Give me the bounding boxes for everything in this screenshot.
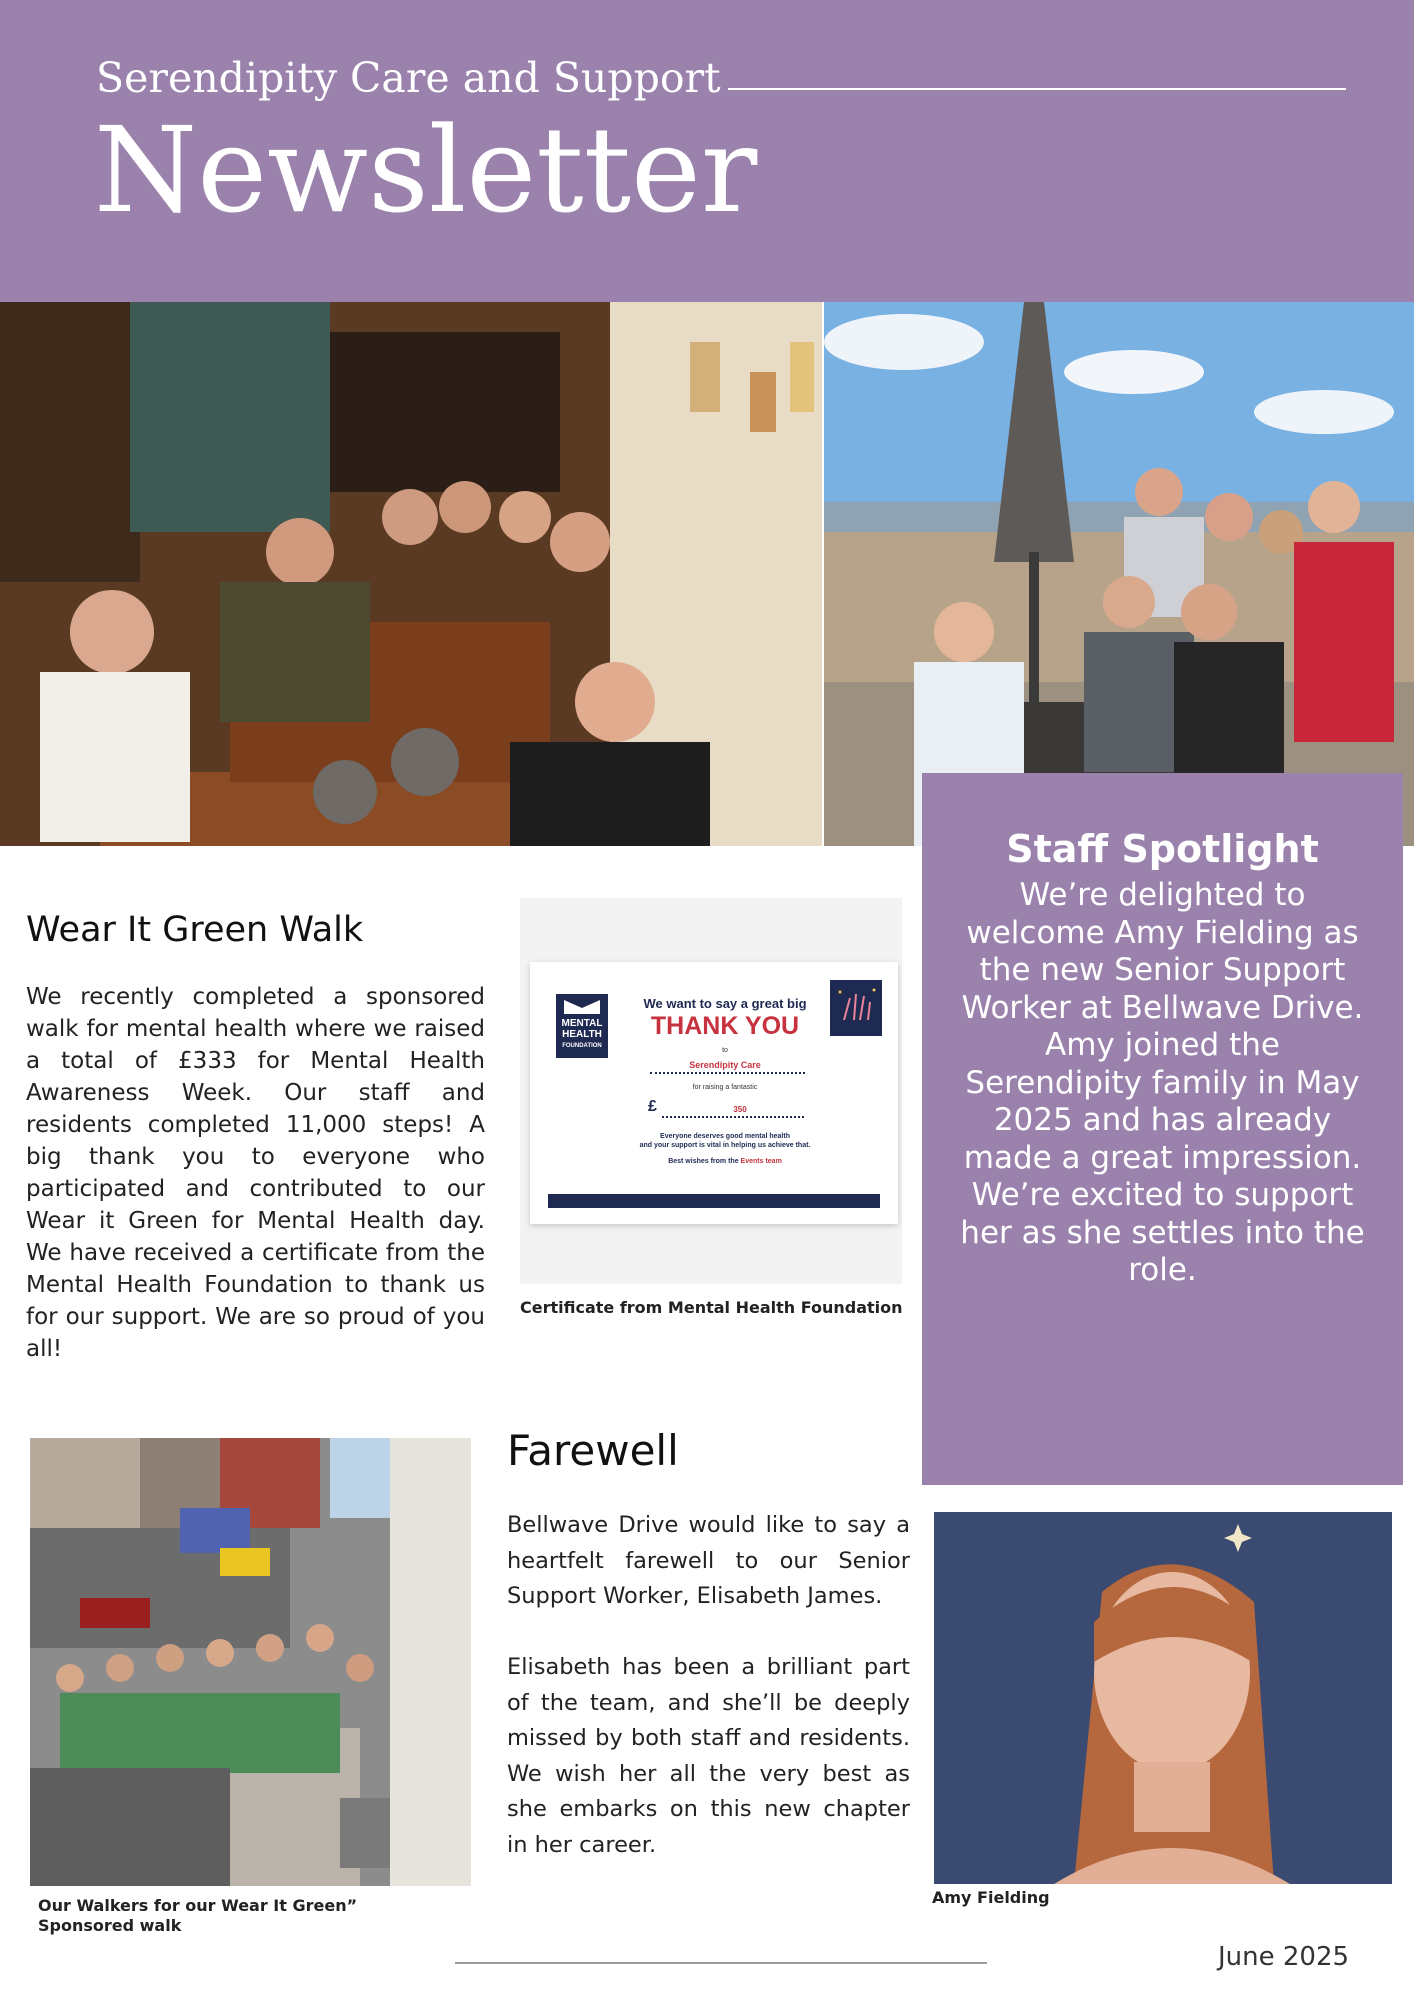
certificate-amount-line [662, 1116, 804, 1118]
staff-spotlight-panel [922, 773, 1403, 1485]
certificate-message-line-1: Everyone deserves good mental health [660, 1133, 790, 1140]
certificate-to: to [722, 1047, 728, 1054]
wear-it-green-body: We recently completed a sponsored walk for mental health where we raised a total of £333 for Mental Health Awareness Week. Our staff and residents completed 11,000 steps! A big thank you to everyone who participated and contributed to our Wear it Green for Mental Health day. We have received a certificate from the Mental Health Foundation to thank us for our support. We are so proud of you all! [26, 984, 485, 1362]
certificate-amount: 350 [733, 1105, 747, 1114]
farewell-title: Farewell [507, 1426, 679, 1475]
farewell-paragraph-2: Elisabeth has been a brilliant part of the team, and she’ll be deeply missed by both staff and residents. We wish her all the very best as she embarks on this new chapter in her career. [507, 1654, 910, 1858]
restaurant-group-photo [0, 302, 822, 846]
walkers-caption: Our Walkers for our Wear It Green” Sponsored walk [38, 1896, 358, 1935]
staff-spotlight-title: Staff Spotlight [1006, 827, 1319, 871]
certificate-raising-text: for raising a fantastic [692, 1084, 758, 1091]
footer-divider [455, 1962, 987, 1964]
certificate-signoff [600, 1158, 850, 1165]
certificate-signoff-team: Events team [740, 1158, 782, 1165]
certificate-heading: We want to say a great big [643, 996, 807, 1011]
seafront-group-photo [824, 302, 1414, 846]
logo-line-1: MENTAL [561, 1018, 603, 1029]
amy-fielding-caption: Amy Fielding [932, 1888, 1050, 1907]
certificate-caption: Certificate from Mental Health Foundation [520, 1298, 903, 1317]
amy-fielding-portrait [934, 1512, 1392, 1884]
logo-line-3: FOUNDATION [562, 1043, 602, 1049]
certificate-message [600, 1132, 850, 1150]
certificate-footer-band [548, 1194, 880, 1208]
certificate-signoff-prefix: Best wishes from the [668, 1158, 741, 1165]
organisation-name: Serendipity Care and Support [96, 54, 721, 102]
logo-line-2: HEALTH [562, 1029, 602, 1040]
farewell-paragraph-1: Bellwave Drive would like to say a heartfelt farewell to our Senior Support Worker, Elisabeth James. [507, 1512, 910, 1609]
header-divider [728, 88, 1346, 90]
foundation-mark-icon [564, 1000, 600, 1014]
issue-date: June 2025 [1218, 1942, 1350, 1972]
certificate-card [530, 962, 898, 1224]
certificate-message-line-2: and your support is vital in helping us achieve that. [639, 1142, 811, 1149]
certificate-recipient-line [650, 1072, 805, 1074]
walkers-group-photo [30, 1438, 471, 1886]
certificate-thank-you: THANK YOU [650, 1012, 800, 1040]
newsletter-masthead: Newsletter [94, 101, 758, 239]
staff-spotlight-body: We’re delighted to welcome Amy Fielding as the new Senior Support Worker at Bellwave Drive. Amy joined the Serendipity family in May 2025 and has already made a great impression. We’re excited to support her as she settles into the role. [960, 877, 1365, 1288]
wear-it-green-title: Wear It Green Walk [26, 910, 364, 950]
certificate-recipient: Serendipity Care [689, 1060, 761, 1070]
certificate-currency: £ [648, 1098, 657, 1115]
